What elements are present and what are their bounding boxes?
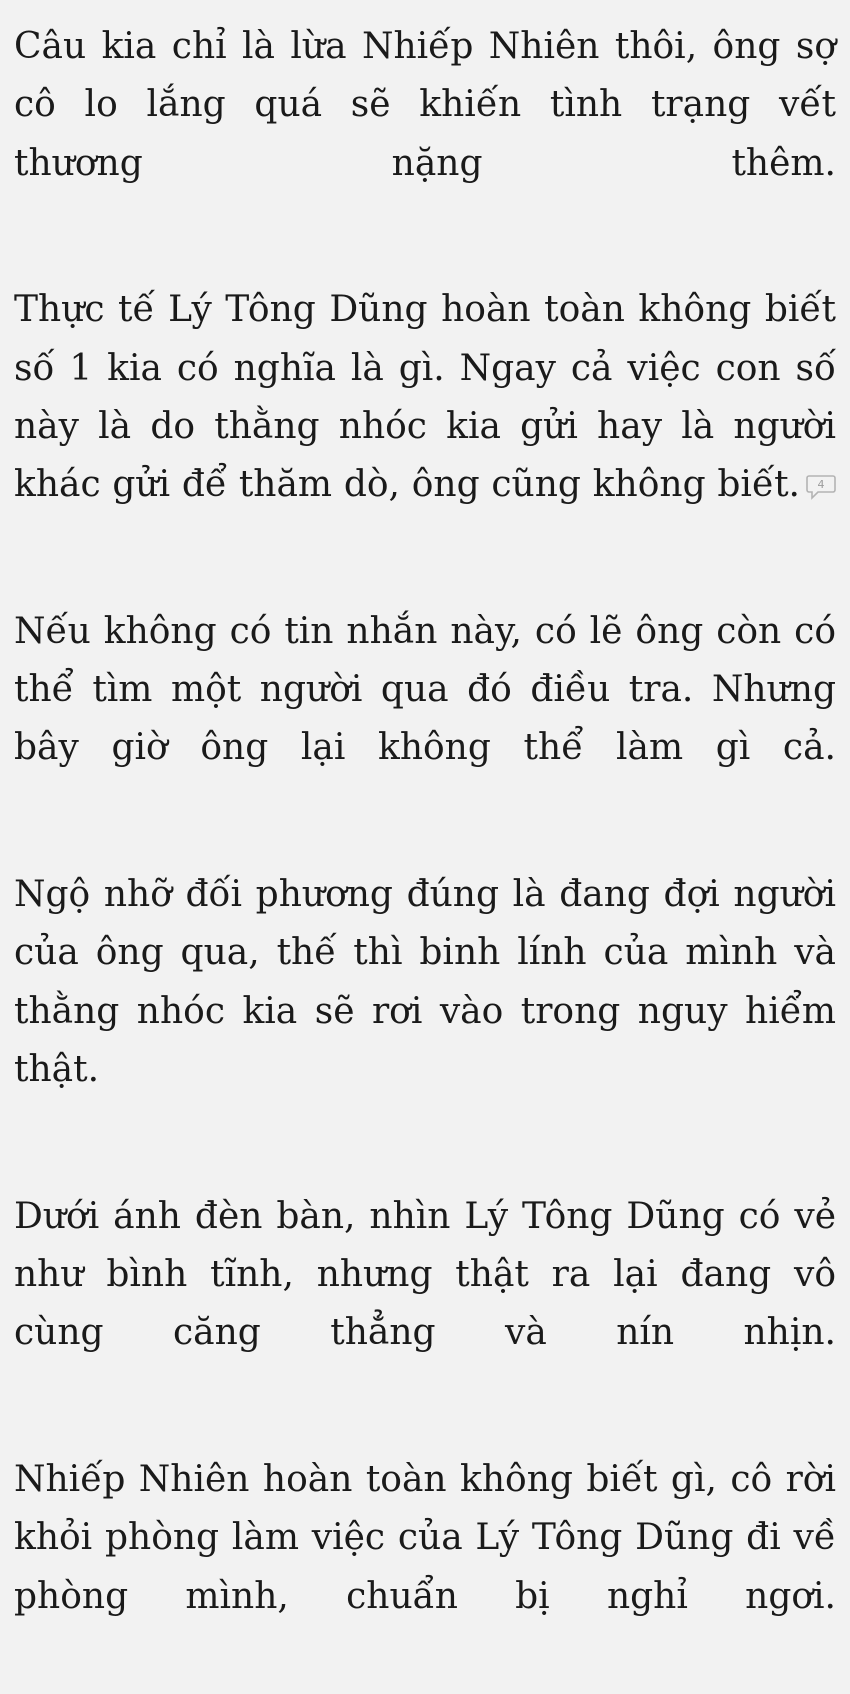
paragraph-text: Câu kia chỉ là lừa Nhiếp Nhiên thôi, ông sợ cô lo lắng quá sẽ khiến tình trạng vết thương nặng thêm. xyxy=(14,26,836,184)
svg-text:4: 4 xyxy=(817,478,825,492)
paragraph xyxy=(14,603,836,836)
paragraph-text: Nếu không có tin nhắn này, có lẽ ông còn có thể tìm một người qua đó điều tra. Nhưng bây giờ ông lại không thể làm gì cả. xyxy=(14,610,836,769)
paragraph-text: Ngộ nhỡ đối phương đúng là đang đợi người của ông qua, thế thì binh lính của mình và thằng nhóc kia sẽ rơi vào trong nguy hiểm thật. xyxy=(14,874,836,1090)
paragraph xyxy=(14,1188,836,1421)
paragraph-text: Dưới ánh đèn bàn, nhìn Lý Tông Dũng có vẻ như bình tĩnh, nhưng thật ra lại đang vô cùng căng thẳng và nín nhịn. xyxy=(14,1195,836,1354)
paragraph xyxy=(14,281,836,573)
paragraph-text: Thực tế Lý Tông Dũng hoàn toàn không biết số 1 kia có nghĩa là gì. Ngay cả việc con số này là do thằng nhóc kia gửi hay là người khác gửi để thăm dò, ông cũng không biết. xyxy=(14,289,836,506)
paragraph xyxy=(14,18,836,251)
paragraph xyxy=(14,1451,836,1684)
paragraph xyxy=(14,866,836,1158)
comment-count-icon[interactable] xyxy=(806,474,836,500)
paragraph-text: Nhiếp Nhiên hoàn toàn không biết gì, cô rời khỏi phòng làm việc của Lý Tông Dũng đi về phòng mình, chuẩn bị nghỉ ngơi. xyxy=(14,1458,836,1617)
